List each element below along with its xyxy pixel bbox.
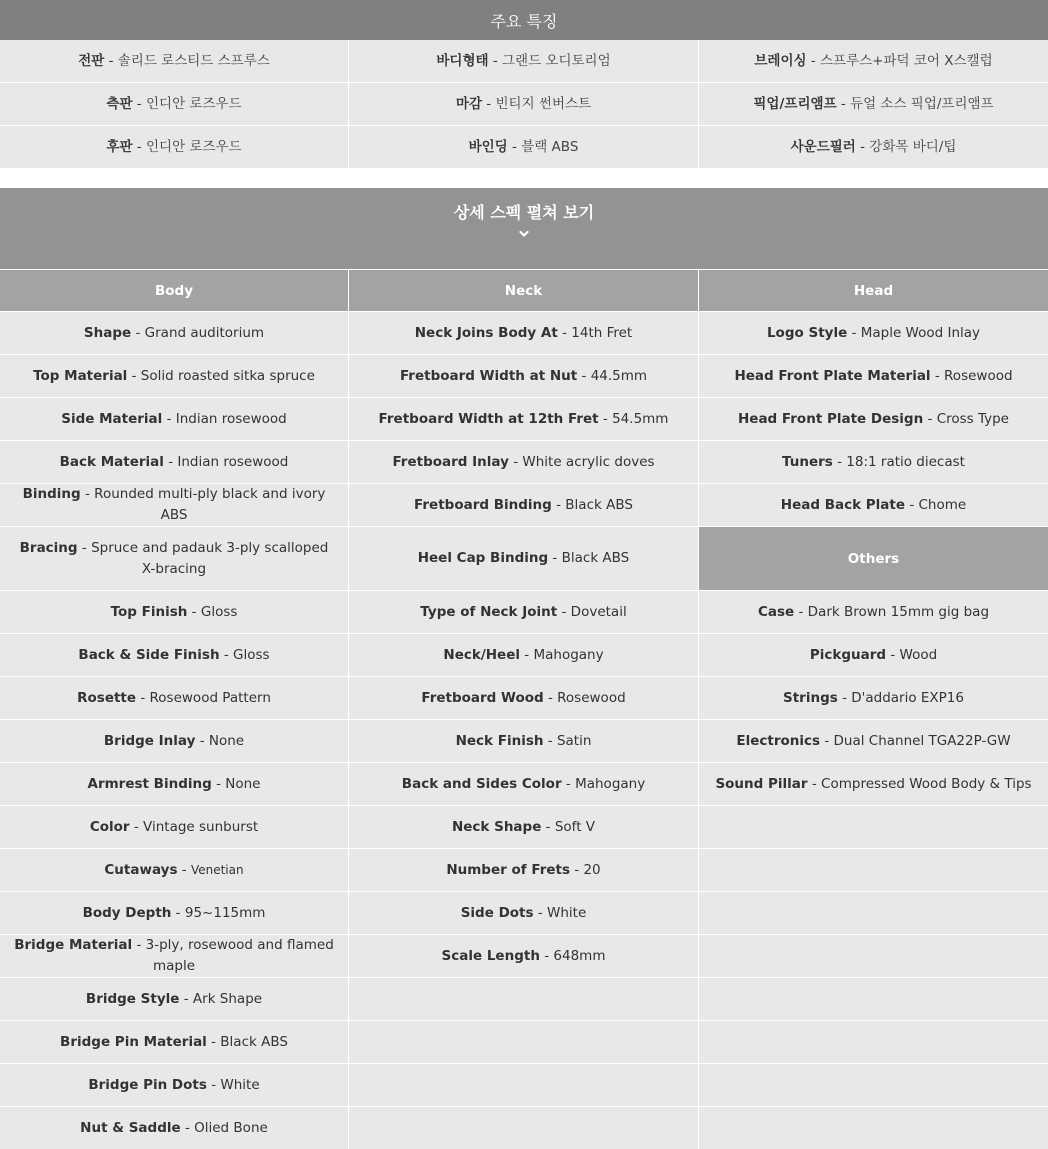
spec-value: Dual Channel TGA22P-GW: [833, 732, 1011, 749]
spec-label: Sound Pillar: [715, 775, 808, 792]
spec-row: [0, 677, 349, 720]
spec-text: Type of Neck Joint - Dovetail: [420, 603, 627, 620]
spec-row: [0, 720, 349, 763]
spec-value: D'addario EXP16: [851, 689, 964, 706]
spec-text: Sound Pillar - Compressed Wood Body & Tips: [715, 775, 1032, 792]
spec-label: Type of Neck Joint: [420, 603, 558, 620]
spec-label: Fretboard Width at 12th Fret: [378, 410, 599, 427]
spec-text: Top Material - Solid roasted sitka spruce: [33, 367, 315, 384]
spec-row: [0, 1064, 349, 1107]
spec-row: [699, 1064, 1048, 1107]
spec-value: Mahogany: [533, 646, 604, 663]
spec-toggle-label: 상세 스펙 펼쳐 보기: [453, 203, 595, 222]
spec-column-neck: [349, 270, 699, 1149]
spec-value: Chome: [918, 496, 967, 513]
spec-text: Neck/Heel - Mahogany: [443, 646, 604, 663]
features-grid: [0, 40, 1048, 169]
spec-row: [349, 312, 699, 355]
spec-row: [699, 312, 1048, 355]
spec-text: Back Material - Indian rosewood: [59, 453, 289, 470]
spec-value: Black ABS: [561, 550, 630, 566]
spec-value: 14th Fret: [571, 324, 633, 341]
feature-value: 인디안 로즈우드: [145, 95, 242, 112]
spec-value: Black ABS: [565, 496, 633, 513]
spec-value: White: [220, 1076, 260, 1093]
spec-text: Cutaways - Venetian: [104, 861, 244, 878]
spec-label: Side Dots: [460, 904, 534, 921]
feature-item: 바인딩 - 블랙 ABS: [349, 126, 699, 169]
spec-value: 54.5mm: [612, 410, 669, 427]
spec-row: [699, 978, 1048, 1021]
feature-item: 바디형태 - 그랜드 오디토리엄: [349, 40, 699, 83]
spec-label: Bridge Pin Material: [60, 1033, 207, 1050]
spec-label: Bridge Style: [85, 990, 180, 1007]
spec-row: [349, 763, 699, 806]
spec-header-neck: Neck: [349, 270, 699, 312]
spec-label: Case: [757, 603, 795, 620]
feature-item: 사운드필러 - 강화목 바디/팁: [699, 126, 1048, 169]
spec-row: [699, 763, 1048, 806]
spec-label: Pickguard: [809, 646, 887, 663]
spec-row: [349, 978, 699, 1021]
spec-row: [699, 355, 1048, 398]
spec-value: Indian rosewood: [175, 410, 287, 427]
spec-value: Maple Wood Inlay: [860, 324, 981, 341]
spec-row: [349, 677, 699, 720]
spec-label: Bridge Pin Dots: [88, 1076, 207, 1093]
spec-text: Nut & Saddle - Olied Bone: [80, 1119, 268, 1136]
spec-row: [349, 1021, 699, 1064]
spec-text: Bracing - Spruce and padauk 3-ply scalloped X-bracing: [19, 539, 329, 577]
spec-row: [699, 892, 1048, 935]
spec-row: [349, 720, 699, 763]
spec-value: Soft V: [554, 818, 596, 835]
spec-text: Fretboard Width at 12th Fret - 54.5mm: [378, 410, 669, 427]
spec-label: Armrest Binding: [87, 775, 212, 792]
spec-label: Head Front Plate Design: [737, 410, 924, 427]
spec-text: Side Material - Indian rosewood: [61, 410, 287, 427]
spec-row: [349, 1064, 699, 1107]
spec-text: Fretboard Inlay - White acrylic doves: [392, 453, 655, 470]
feature-item: 픽업/프리앰프 - 듀얼 소스 픽업/프리앰프: [699, 83, 1048, 126]
spec-label: Back Material: [59, 453, 164, 470]
spec-label: Neck Joins Body At: [414, 324, 558, 341]
spec-row: [699, 398, 1048, 441]
spec-row: [349, 398, 699, 441]
spec-label: Binding: [22, 486, 81, 502]
spec-row: [0, 935, 349, 978]
spec-value: Spruce and padauk 3-ply scalloped X-bracing: [91, 539, 329, 577]
spec-value: 18:1 ratio diecast: [846, 453, 965, 470]
spec-row: [349, 355, 699, 398]
spec-text: Head Front Plate Design - Cross Type: [737, 410, 1009, 427]
spec-value: White acrylic doves: [522, 453, 655, 470]
spec-header-body: Body: [0, 270, 349, 312]
spec-label: Top Material: [33, 367, 128, 384]
spec-text: Fretboard Width at Nut - 44.5mm: [399, 367, 648, 384]
spec-text: Number of Frets - 20: [446, 861, 601, 878]
spec-value: Dovetail: [570, 603, 627, 620]
feature-item: 전판 - 솔리드 로스티드 스프루스: [0, 40, 349, 83]
spec-row: [349, 484, 699, 527]
spec-value: Rosewood: [944, 367, 1013, 384]
spec-value: None: [208, 732, 245, 749]
feature-label: 바인딩: [468, 138, 508, 155]
feature-value: 빈티지 썬버스트: [495, 95, 592, 112]
spec-row: [699, 441, 1048, 484]
spec-label: Neck Shape: [451, 818, 542, 835]
spec-label: Shape: [83, 324, 132, 341]
spec-label: Fretboard Binding: [414, 496, 552, 513]
spec-label: Back and Sides Color: [401, 775, 562, 792]
spec-row: [349, 527, 699, 591]
spec-row: [699, 720, 1048, 763]
spec-text: Head Back Plate - Chome: [780, 496, 967, 513]
spec-value: Satin: [556, 732, 592, 749]
spec-value: Ark Shape: [192, 990, 263, 1007]
spec-label: Cutaways: [104, 861, 178, 878]
spec-label: Side Material: [61, 410, 163, 427]
spec-text: Back and Sides Color - Mahogany: [401, 775, 646, 792]
spec-value: Dark Brown 15mm gig bag: [807, 603, 990, 620]
feature-label: 측판: [106, 95, 133, 112]
spec-value: White: [547, 904, 587, 921]
spec-label: Neck Finish: [455, 732, 544, 749]
spec-row: [699, 806, 1048, 849]
spec-row: [0, 441, 349, 484]
spec-text: Body Depth - 95~115mm: [82, 904, 266, 921]
spec-label: Back & Side Finish: [78, 646, 220, 663]
feature-label: 바디형태: [436, 52, 489, 69]
spec-row: [699, 1107, 1048, 1149]
spec-row: [699, 484, 1048, 527]
spec-label: Head Front Plate Material: [734, 367, 931, 384]
chevron-down-icon: [519, 229, 529, 239]
spec-label: Top Finish: [110, 603, 188, 620]
spec-row: [349, 591, 699, 634]
spec-value: Vintage sunburst: [143, 818, 259, 835]
spec-value: Rosewood Pattern: [149, 689, 271, 706]
spec-text: Back & Side Finish - Gloss: [78, 646, 270, 663]
spec-text: Rosette - Rosewood Pattern: [77, 689, 271, 706]
spec-value: 44.5mm: [590, 367, 648, 384]
spec-label: Color: [89, 818, 130, 835]
spec-text: Fretboard Wood - Rosewood: [421, 689, 626, 706]
feature-label: 마감: [455, 95, 483, 112]
spec-value: Indian rosewood: [177, 453, 289, 470]
spec-row: [0, 892, 349, 935]
spec-value: Rounded multi-ply black and ivory ABS: [94, 486, 326, 523]
spec-text: Bridge Material - 3-ply, rosewood and flamed maple: [14, 937, 334, 974]
spec-value: Rosewood: [557, 689, 626, 706]
spec-text: Case - Dark Brown 15mm gig bag: [757, 603, 990, 620]
spec-text: Neck Shape - Soft V: [451, 818, 596, 835]
feature-value: 그랜드 오디토리엄: [502, 52, 611, 69]
spec-value: Solid roasted sitka spruce: [140, 367, 315, 384]
spec-value: Gloss: [200, 603, 238, 620]
spec-table: [0, 270, 1048, 1149]
spec-label: Fretboard Inlay: [392, 453, 509, 470]
spec-toggle-button[interactable]: [0, 188, 1048, 269]
spec-row: [0, 806, 349, 849]
feature-label: 사운드필러: [790, 138, 856, 155]
spec-row: [699, 634, 1048, 677]
spec-text: Tuners - 18:1 ratio diecast: [782, 453, 965, 470]
feature-value: 인디안 로즈우드: [145, 138, 242, 155]
spec-label: Bridge Inlay: [103, 732, 196, 749]
spec-row: [0, 591, 349, 634]
spec-row: [349, 849, 699, 892]
feature-value: 블랙 ABS: [521, 138, 579, 155]
spec-row: [0, 484, 349, 527]
spec-value: 648mm: [553, 947, 606, 964]
spec-header-others: Others: [699, 527, 1048, 591]
spec-text: Side Dots - White: [460, 904, 587, 921]
spec-row: [0, 312, 349, 355]
spec-column-head: [699, 270, 1048, 1149]
feature-item: 측판 - 인디안 로즈우드: [0, 83, 349, 126]
spec-value: Venetian: [190, 862, 244, 877]
feature-value: 스프루스+파덕 코어 X스캘럽: [820, 52, 993, 69]
spec-label: Neck/Heel: [443, 646, 520, 663]
spec-row: [0, 398, 349, 441]
spec-text: Strings - D'addario EXP16: [783, 689, 964, 706]
spec-row: [0, 1021, 349, 1064]
spec-value: Olied Bone: [194, 1119, 268, 1136]
feature-item: 후판 - 인디안 로즈우드: [0, 126, 349, 169]
spec-label: Heel Cap Binding: [417, 550, 549, 566]
spec-label: Bridge Material: [14, 937, 133, 953]
feature-label: 전판: [78, 52, 105, 69]
spec-label: Electronics: [736, 732, 821, 749]
spec-row: [349, 441, 699, 484]
spec-value: None: [225, 775, 261, 792]
spec-row: [699, 591, 1048, 634]
spec-row: [699, 935, 1048, 978]
spec-label: Scale Length: [441, 947, 540, 964]
spec-row: [699, 849, 1048, 892]
spec-row: [349, 1107, 699, 1149]
spec-value: Wood: [899, 646, 938, 663]
spec-row: [0, 978, 349, 1021]
spec-text: Top Finish - Gloss: [110, 603, 238, 620]
feature-item: 브레이싱 - 스프루스+파덕 코어 X스캘럽: [699, 40, 1048, 83]
spec-label: Strings: [783, 689, 838, 706]
spec-value: 95~115mm: [184, 904, 266, 921]
spec-row: [699, 677, 1048, 720]
spec-row: [349, 634, 699, 677]
spec-text: Head Front Plate Material - Rosewood: [734, 367, 1013, 384]
spec-column-body: [0, 270, 349, 1149]
spec-text: Bridge Pin Dots - White: [88, 1076, 260, 1093]
spec-row: [349, 935, 699, 978]
spec-value: Gloss: [233, 646, 270, 663]
spec-text: Pickguard - Wood: [809, 646, 938, 663]
spec-text: Bridge Style - Ark Shape: [85, 990, 263, 1007]
feature-label: 후판: [106, 138, 133, 155]
spec-label: Tuners: [782, 453, 833, 470]
spec-row: [349, 892, 699, 935]
spec-label: Fretboard Wood: [421, 689, 544, 706]
features-section: [0, 0, 1048, 169]
feature-label: 브레이싱: [754, 52, 807, 69]
spec-value: Grand auditorium: [144, 324, 265, 341]
spec-text: Binding - Rounded multi-ply black and ivory ABS: [22, 486, 326, 523]
spec-text: Scale Length - 648mm: [441, 947, 606, 964]
spec-header-head: Head: [699, 270, 1048, 312]
spec-row: [0, 849, 349, 892]
spec-label: Body Depth: [82, 904, 172, 921]
spec-text: Armrest Binding - None: [87, 775, 261, 792]
spec-value: Black ABS: [220, 1033, 288, 1050]
spec-text: Heel Cap Binding - Black ABS: [417, 550, 630, 566]
spec-value: 20: [583, 861, 601, 878]
spec-label: Logo Style: [766, 324, 848, 341]
spec-label: Fretboard Width at Nut: [399, 367, 578, 384]
spec-value: Mahogany: [575, 775, 646, 792]
features-title: 주요 특징: [0, 0, 1048, 40]
spec-text: Shape - Grand auditorium: [83, 324, 265, 341]
feature-item: 마감 - 빈티지 썬버스트: [349, 83, 699, 126]
spec-row: [699, 1021, 1048, 1064]
spec-text: Logo Style - Maple Wood Inlay: [766, 324, 981, 341]
spec-label: Rosette: [77, 689, 137, 706]
spec-text: Fretboard Binding - Black ABS: [414, 496, 633, 513]
spec-row: [0, 527, 349, 591]
spec-text: Neck Joins Body At - 14th Fret: [414, 324, 633, 341]
spec-row: [349, 806, 699, 849]
spec-row: [0, 634, 349, 677]
spec-value: Cross Type: [936, 410, 1009, 427]
spec-text: Bridge Inlay - None: [103, 732, 245, 749]
spec-row: [0, 1107, 349, 1149]
spec-row: [0, 763, 349, 806]
spec-text: Electronics - Dual Channel TGA22P-GW: [736, 732, 1011, 749]
spec-text: Color - Vintage sunburst: [89, 818, 259, 835]
spec-value: 3-ply, rosewood and flamed maple: [145, 937, 334, 974]
spec-label: Nut & Saddle: [80, 1119, 181, 1136]
section-spacer: [0, 169, 1048, 188]
feature-label: 픽업/프리앰프: [753, 95, 837, 112]
spec-label: Number of Frets: [446, 861, 570, 878]
spec-value: Compressed Wood Body & Tips: [821, 775, 1032, 792]
spec-label: Head Back Plate: [780, 496, 906, 513]
spec-row: [0, 355, 349, 398]
spec-label: Bracing: [19, 539, 78, 556]
spec-text: Bridge Pin Material - Black ABS: [60, 1033, 288, 1050]
feature-value: 강화목 바디/팁: [869, 138, 957, 155]
feature-value: 솔리드 로스티드 스프루스: [117, 52, 270, 69]
feature-value: 듀얼 소스 픽업/프리앰프: [850, 95, 994, 112]
spec-text: Neck Finish - Satin: [455, 732, 592, 749]
